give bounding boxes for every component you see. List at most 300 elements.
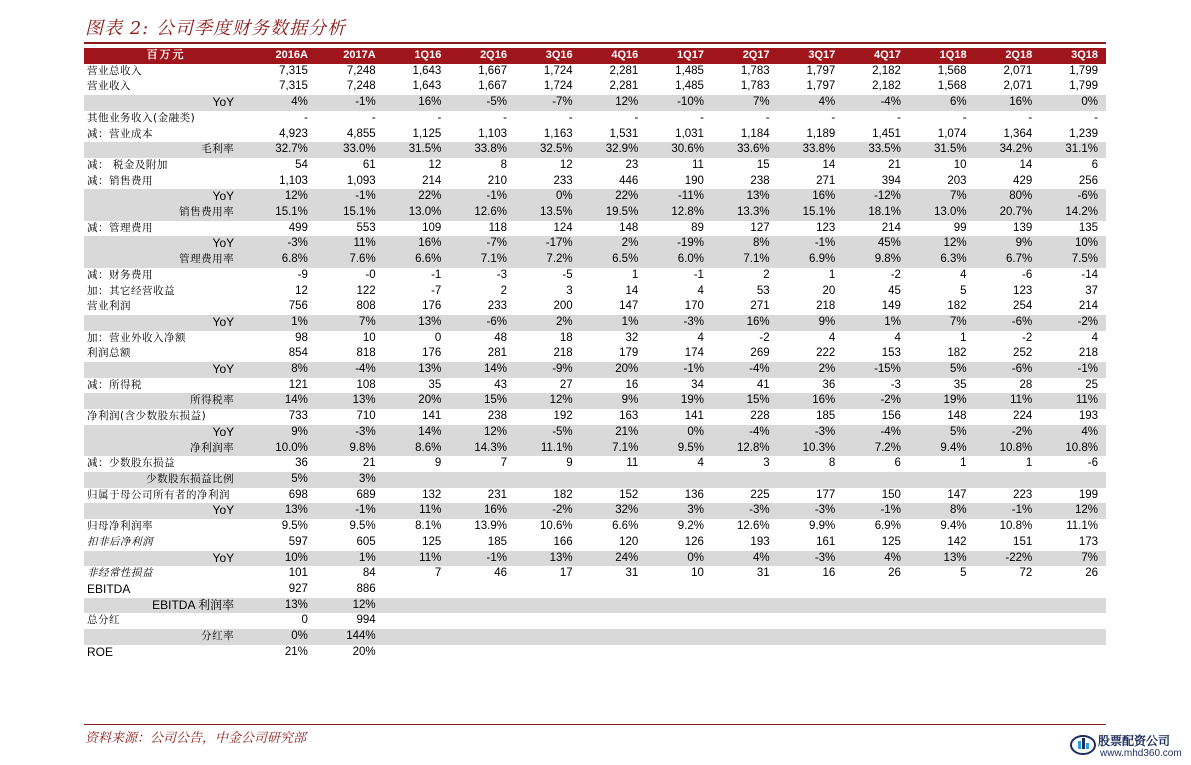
table-cell: 31 — [756, 567, 770, 580]
table-cell: 19% — [646, 393, 712, 409]
table-cell: 225 — [750, 488, 770, 501]
row-label: 营业利润 — [87, 300, 131, 313]
table-cell: 4 — [1091, 331, 1098, 344]
table-cell: 8% — [909, 503, 975, 519]
table-cell: 35 — [953, 378, 967, 391]
table-cell: 1,074 — [937, 127, 967, 140]
column-header: 2Q18 — [975, 48, 1041, 64]
table-cell: 21 — [362, 457, 376, 470]
table-cell: 34.2% — [975, 142, 1041, 158]
table-cell — [778, 472, 844, 488]
table-cell: 9.5% — [646, 441, 712, 457]
table-cell: -11% — [646, 189, 712, 205]
table-cell: -5% — [449, 95, 515, 111]
table-cell — [712, 582, 778, 598]
table-cell — [909, 582, 975, 598]
table-cell — [712, 598, 778, 614]
table-cell: 1,783 — [740, 64, 770, 77]
table-cell — [581, 598, 647, 614]
table-cell: 135 — [1078, 221, 1098, 234]
table-cell: 4% — [248, 95, 316, 111]
row-label: YoY — [84, 236, 248, 252]
table-cell: 13% — [712, 189, 778, 205]
table-cell: -1 — [431, 268, 442, 281]
table-cell: 6 — [894, 457, 901, 470]
table-cell — [1040, 645, 1106, 661]
table-cell: 854 — [288, 347, 308, 360]
table-cell: 8.1% — [415, 520, 442, 533]
table-cell: 6.7% — [975, 252, 1041, 268]
column-header: 4Q16 — [581, 48, 647, 64]
table-cell: -9% — [515, 362, 581, 378]
table-cell: 7% — [1040, 551, 1106, 567]
table-cell: 10.3% — [778, 441, 844, 457]
table-cell: - — [371, 111, 376, 124]
table-cell: 182 — [947, 347, 967, 360]
table-cell: 15 — [756, 158, 770, 171]
table-cell: 185 — [816, 410, 836, 423]
logo-icon — [1070, 732, 1100, 756]
table-row — [84, 79, 1106, 95]
table-cell: 1,724 — [543, 64, 573, 77]
table-cell: 46 — [494, 567, 507, 580]
table-cell: -6 — [1087, 457, 1098, 470]
table-cell — [843, 582, 909, 598]
table-cell: 12% — [909, 236, 975, 252]
table-cell: - — [700, 111, 704, 124]
table-cell: - — [634, 111, 639, 124]
table-cell: 1% — [581, 315, 647, 331]
table-cell: -1% — [316, 95, 384, 111]
table-cell: 7,248 — [346, 80, 376, 93]
table-cell: 10.0% — [248, 441, 316, 457]
table-row — [84, 142, 1106, 158]
table-cell: 3 — [566, 284, 573, 297]
table-cell — [449, 645, 515, 661]
table-cell: 1 — [1025, 457, 1033, 470]
table-cell — [1040, 472, 1106, 488]
table-cell: 16% — [712, 315, 778, 331]
table-cell: 1,125 — [412, 127, 442, 140]
table-cell — [449, 472, 515, 488]
table-cell — [909, 629, 975, 645]
table-cell: 109 — [422, 221, 442, 234]
column-header: 2017A — [316, 48, 384, 64]
table-cell: 1% — [316, 551, 384, 567]
table-cell: 1% — [843, 315, 909, 331]
row-label: YoY — [84, 189, 248, 205]
table-cell: 698 — [288, 488, 308, 501]
table-cell: -6% — [975, 315, 1041, 331]
table-cell: 10 — [953, 158, 967, 171]
table-cell: 13% — [248, 598, 316, 614]
row-label: YoY — [84, 551, 248, 567]
financial-table — [84, 48, 1106, 660]
table-cell: 33.8% — [778, 142, 844, 158]
title-rule — [84, 42, 1106, 44]
table-cell: 224 — [1013, 410, 1033, 423]
table-cell: 123 — [1013, 284, 1033, 297]
table-cell: 144% — [316, 629, 384, 645]
table-cell: 120 — [619, 535, 639, 548]
table-cell: 33.6% — [712, 142, 778, 158]
table-cell: 2 — [763, 268, 770, 281]
table-cell: 14 — [822, 158, 836, 171]
table-cell: 13.9% — [474, 520, 507, 533]
table-cell: 1,103 — [478, 127, 507, 140]
table-cell — [1040, 613, 1106, 629]
table-cell: -7% — [515, 95, 581, 111]
table-cell — [384, 613, 450, 629]
table-cell: 20% — [581, 362, 647, 378]
table-cell: - — [568, 111, 573, 124]
table-cell: -7 — [431, 284, 442, 297]
table-cell: -1 — [693, 268, 704, 281]
table-cell: 53 — [756, 284, 770, 297]
table-cell: 3% — [646, 503, 712, 519]
table-cell: 11.1% — [515, 441, 581, 457]
table-cell — [1040, 598, 1106, 614]
table-cell: 10 — [691, 567, 704, 580]
table-cell: 5% — [909, 362, 975, 378]
table-cell: 12 — [295, 284, 308, 297]
table-cell: 13.5% — [515, 205, 581, 221]
row-label: YoY — [84, 95, 248, 111]
table-cell: 6.6% — [384, 252, 450, 268]
table-cell: 11 — [626, 457, 639, 470]
table-row — [84, 629, 1106, 645]
table-cell: -14 — [1081, 268, 1098, 281]
table-cell: 231 — [487, 488, 507, 501]
table-cell: 125 — [422, 535, 442, 548]
table-cell: 4% — [1040, 425, 1106, 441]
table-cell: 5% — [909, 425, 975, 441]
table-cell: 11% — [316, 236, 384, 252]
column-header: 1Q17 — [646, 48, 712, 64]
table-cell: 132 — [422, 488, 442, 501]
table-cell: 4% — [843, 551, 909, 567]
table-cell: 11% — [1040, 393, 1106, 409]
row-label: ROE — [87, 644, 114, 659]
table-cell: 6.9% — [778, 252, 844, 268]
column-header: 1Q16 — [384, 48, 450, 64]
table-cell: 25 — [1085, 378, 1098, 391]
table-cell: -2 — [890, 268, 901, 281]
table-cell: 13% — [248, 503, 316, 519]
table-cell: 994 — [356, 614, 376, 627]
table-cell: 20% — [384, 393, 450, 409]
table-cell: 193 — [1078, 410, 1098, 423]
table-cell: 15% — [712, 393, 778, 409]
table-cell: 11% — [384, 551, 450, 567]
table-cell: 12 — [559, 158, 573, 171]
table-cell: 174 — [684, 347, 704, 360]
table-cell: 54 — [295, 158, 308, 171]
table-cell — [515, 613, 581, 629]
table-cell: 6.5% — [581, 252, 647, 268]
bottom-rule — [84, 724, 1106, 725]
table-cell: 9% — [248, 425, 316, 441]
table-cell: 32.7% — [248, 142, 316, 158]
table-cell: 1,485 — [675, 80, 704, 93]
table-row — [84, 284, 1106, 300]
table-cell: 9% — [778, 315, 844, 331]
table-cell: 0% — [646, 551, 712, 567]
table-row — [84, 472, 1106, 488]
table-header-row — [84, 48, 1106, 64]
table-cell: -3% — [778, 425, 844, 441]
table-cell: 446 — [619, 174, 639, 187]
table-cell: 36 — [295, 457, 308, 470]
row-label: 净利润率 — [84, 441, 248, 457]
table-cell: 254 — [1013, 300, 1033, 313]
table-cell: -3% — [778, 551, 844, 567]
table-cell: 9% — [581, 393, 647, 409]
table-cell: 10% — [1040, 236, 1106, 252]
table-cell: 14.3% — [449, 441, 515, 457]
table-cell: 222 — [816, 347, 836, 360]
row-label: 其他业务收入(金融类) — [87, 111, 196, 124]
table-cell: 210 — [487, 174, 507, 187]
table-row — [84, 252, 1106, 268]
table-cell: 14% — [248, 393, 316, 409]
table-cell — [384, 645, 450, 661]
row-label: 少数股东损益比例 — [84, 472, 248, 488]
table-cell: 710 — [356, 410, 376, 423]
table-cell: 1,103 — [279, 174, 308, 187]
table-cell: 1,568 — [937, 64, 967, 77]
table-row — [84, 158, 1106, 174]
table-cell: 152 — [619, 488, 639, 501]
table-cell: 0 — [301, 614, 308, 627]
table-cell: 153 — [881, 347, 901, 360]
table-cell — [581, 629, 647, 645]
table-cell — [449, 613, 515, 629]
table-cell — [515, 629, 581, 645]
table-cell: 16 — [822, 567, 836, 580]
table-cell: 98 — [295, 331, 308, 344]
table-cell: 14 — [1019, 158, 1033, 171]
table-cell: 200 — [553, 300, 573, 313]
table-cell: 252 — [1013, 347, 1033, 360]
table-cell — [909, 613, 975, 629]
watermark-logo — [1070, 730, 1190, 762]
row-label: 减： 税金及附加 — [87, 158, 168, 171]
table-cell: 9.4% — [940, 520, 967, 533]
table-cell: 18 — [559, 331, 573, 344]
table-cell: 6.6% — [612, 520, 639, 533]
table-cell: 163 — [619, 410, 639, 423]
table-cell: 1,783 — [740, 80, 770, 93]
table-cell: -1% — [646, 362, 712, 378]
row-label: 减：所得税 — [87, 378, 142, 391]
table-cell: 214 — [1078, 300, 1098, 313]
table-cell: 271 — [816, 174, 836, 187]
table-row — [84, 503, 1106, 519]
table-cell: 2 — [500, 284, 507, 297]
table-cell: 80% — [975, 189, 1041, 205]
table-cell: 148 — [619, 221, 639, 234]
table-cell: 10.8% — [1040, 441, 1106, 457]
table-cell: 2,281 — [609, 80, 639, 93]
table-cell — [384, 472, 450, 488]
table-cell — [515, 582, 581, 598]
table-row — [84, 582, 1106, 598]
table-cell: 12% — [581, 95, 647, 111]
table-cell: 13.3% — [712, 205, 778, 221]
table-cell: 13% — [316, 393, 384, 409]
table-cell: 6.3% — [909, 252, 975, 268]
table-cell: 7.1% — [449, 252, 515, 268]
table-cell: 36 — [822, 378, 836, 391]
table-row — [84, 205, 1106, 221]
table-cell: 1,239 — [1069, 127, 1098, 140]
table-cell: 1,364 — [1003, 127, 1033, 140]
table-cell: 37 — [1085, 284, 1098, 297]
table-cell: 21 — [888, 158, 901, 171]
table-cell: -1% — [975, 503, 1041, 519]
table-cell: 9.9% — [809, 520, 836, 533]
column-header: 3Q16 — [515, 48, 581, 64]
table-cell: 4% — [778, 95, 844, 111]
table-cell: 6 — [1091, 158, 1098, 171]
table-cell — [515, 598, 581, 614]
table-cell: 121 — [288, 378, 308, 391]
table-cell: 122 — [356, 284, 376, 297]
table-cell — [778, 598, 844, 614]
table-cell: -3% — [316, 425, 384, 441]
table-cell: 7% — [316, 315, 384, 331]
table-cell: -3% — [646, 315, 712, 331]
table-cell: 125 — [881, 535, 901, 548]
table-cell: 5 — [960, 284, 967, 297]
table-cell — [712, 629, 778, 645]
table-cell: 2,281 — [609, 64, 639, 77]
row-label: 所得税率 — [84, 393, 248, 409]
table-cell: 118 — [488, 221, 507, 234]
table-cell: 2,071 — [1003, 80, 1033, 93]
table-cell: 89 — [691, 221, 704, 234]
table-cell: -2% — [515, 503, 581, 519]
table-cell: 7.2% — [515, 252, 581, 268]
table-cell: 1,797 — [806, 64, 836, 77]
column-header: 2016A — [248, 48, 316, 64]
table-cell: 3% — [316, 472, 384, 488]
table-row — [84, 331, 1106, 347]
table-cell: 1 — [960, 457, 967, 470]
table-cell: 9.5% — [281, 520, 308, 533]
table-cell: 190 — [684, 174, 704, 187]
table-cell: 12.8% — [646, 205, 712, 221]
table-cell: 14 — [625, 284, 639, 297]
table-cell: 4 — [828, 331, 836, 344]
table-cell: 48 — [494, 331, 507, 344]
row-label: 销售费用率 — [84, 205, 248, 221]
table-cell: 733 — [288, 410, 308, 423]
table-cell: 10 — [362, 331, 376, 344]
table-cell: -2 — [1022, 331, 1033, 344]
table-cell — [843, 613, 909, 629]
table-cell: 15.1% — [778, 205, 844, 221]
table-cell: 0% — [515, 189, 581, 205]
table-cell: 32.9% — [581, 142, 647, 158]
watermark-name: 股票配资公司 — [1098, 734, 1171, 748]
table-cell: 0% — [646, 425, 712, 441]
table-cell — [909, 472, 975, 488]
table-cell: 6.9% — [874, 520, 901, 533]
table-cell: 7,315 — [279, 64, 308, 77]
table-cell: 12% — [248, 189, 316, 205]
table-cell: 1 — [631, 268, 639, 281]
figure-title: 图表 2: 公司季度财务数据分析 — [85, 18, 346, 39]
table-cell: 108 — [356, 378, 376, 391]
table-cell: - — [897, 111, 901, 124]
table-row — [84, 645, 1106, 661]
table-cell: 2% — [778, 362, 844, 378]
table-cell: 33.0% — [316, 142, 384, 158]
table-cell: -5% — [515, 425, 581, 441]
table-cell — [384, 629, 450, 645]
table-cell: 11% — [384, 503, 450, 519]
table-cell: 176 — [422, 347, 442, 360]
table-row — [84, 189, 1106, 205]
table-cell — [778, 629, 844, 645]
table-cell: 3 — [763, 457, 770, 470]
table-row — [84, 519, 1106, 535]
table-cell: -6% — [1040, 189, 1106, 205]
table-cell — [449, 582, 515, 598]
row-label: 加：其它经营收益 — [87, 284, 175, 297]
table-cell: 218 — [816, 300, 836, 313]
table-cell: 136 — [684, 488, 704, 501]
table-cell: 33.8% — [449, 142, 515, 158]
table-cell: 16% — [778, 393, 844, 409]
table-cell: 214 — [881, 221, 901, 234]
table-cell: -2% — [975, 425, 1041, 441]
table-cell — [975, 472, 1041, 488]
table-cell: - — [503, 111, 507, 124]
table-row — [84, 425, 1106, 441]
table-cell: 9 — [434, 457, 442, 470]
table-cell: 1 — [828, 268, 836, 281]
table-cell: 9.8% — [316, 441, 384, 457]
table-row — [84, 378, 1106, 394]
table-row — [84, 95, 1106, 111]
table-cell: 32% — [581, 503, 647, 519]
table-cell: - — [831, 111, 836, 124]
row-label: EBITDA — [87, 581, 131, 596]
table-cell: 1,799 — [1069, 80, 1098, 93]
table-cell: -1% — [1040, 362, 1106, 378]
table-cell: 8.6% — [384, 441, 450, 457]
table-cell: 9.5% — [349, 520, 376, 533]
table-cell: 23 — [625, 158, 639, 171]
table-cell: 12% — [515, 393, 581, 409]
table-cell: 886 — [356, 582, 376, 595]
table-cell — [646, 598, 712, 614]
table-cell: 9.8% — [843, 252, 909, 268]
table-cell: 0% — [1040, 95, 1106, 111]
table-cell: 10% — [248, 551, 316, 567]
row-label: 减：营业成本 — [87, 127, 153, 140]
table-cell: -12% — [843, 189, 909, 205]
table-cell — [449, 598, 515, 614]
table-cell: -1% — [778, 236, 844, 252]
table-cell: 2,071 — [1003, 64, 1033, 77]
table-cell: 1,531 — [609, 127, 639, 140]
table-cell: 12.8% — [712, 441, 778, 457]
table-cell: 238 — [750, 174, 770, 187]
